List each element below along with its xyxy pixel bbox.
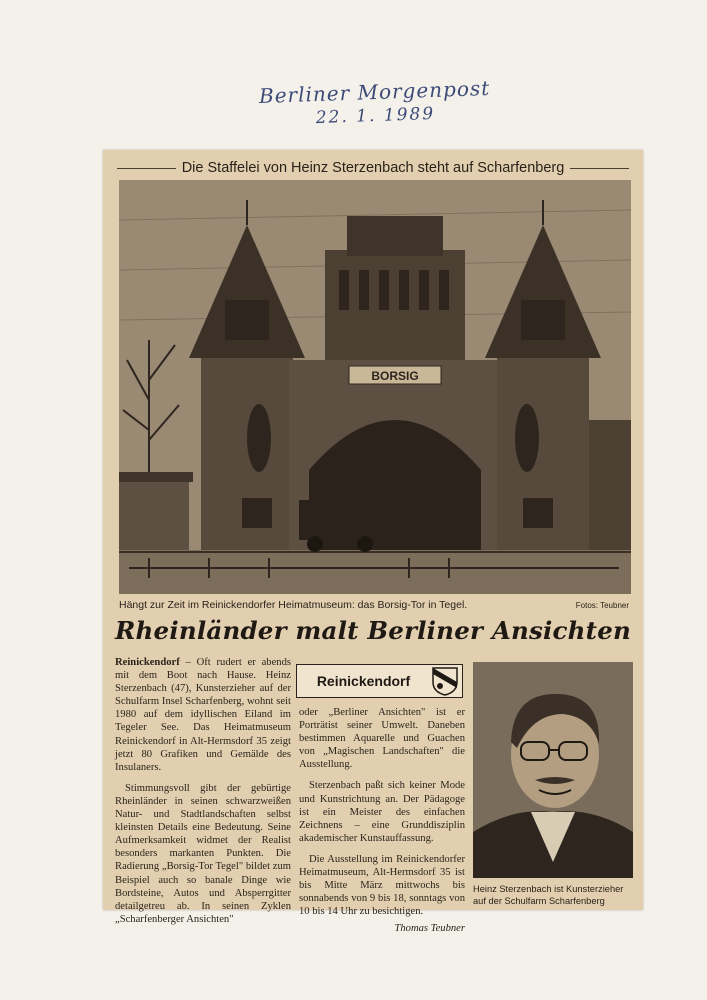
borsig-gate-illustration xyxy=(119,180,631,594)
byline: Thomas Teubner xyxy=(394,923,465,935)
paragraph: Sterzenbach paßt sich keiner Mode und Kunstrichtung an. Der Pädagoge ist ein Meister des einfachen Zeichnens – eine Grunddisziplin akademischer Kunstauffassung. xyxy=(299,780,465,844)
article-column-2 xyxy=(299,706,465,936)
handwritten-source: Berliner Morgenpost xyxy=(258,75,491,109)
top-headline-text: Die Staffelei von Heinz Sterzenbach steht auf Scharfenberg xyxy=(181,160,565,176)
paragraph: Stimmungsvoll gibt der gebürtige Rheinländer in seinen schwarzweißen Natur- und Stadtlandschaften selbst kleinsten Details eine Bedeutung. Seine Aufmerksamkeit widmet der Realist besonders markanten Punkten. Die Radierung „Borsig-Tor Tegel" bildet zum Beispiel auch so banale Dinge wie Bordsteine, Autos und Absperrgitter detailgetreu ab. In seinen Zyklen „Scharfenberger Ansichten" xyxy=(115,782,291,925)
rubric-label: Reinickendorf xyxy=(316,673,411,689)
dateline: Reinickendorf xyxy=(115,657,180,668)
photo-caption: Hängt zur Zeit im Reinickendorfer Heimatmuseum: das Borsig-Tor in Tegel. xyxy=(119,599,468,611)
handwritten-note xyxy=(239,75,510,130)
photo-credit: Fotos: Teubner xyxy=(575,601,629,610)
article-title: Rheinländer malt Berliner Ansichten xyxy=(114,616,631,645)
top-headline xyxy=(111,156,635,180)
borsig-sign: BORSIG xyxy=(371,369,419,383)
portrait-photo xyxy=(473,662,633,878)
paragraph: oder „Berliner Ansichten" ist er Porträtist seiner Umwelt. Daneben bestimmen Aquarelle und Guachen von „Magischen Landschaften" die Ausstellung. xyxy=(299,707,465,771)
portrait-caption: Heinz Sterzenbach ist Kunsterzieher auf der Schulfarm Scharfenberg xyxy=(473,884,624,906)
portrait-image xyxy=(473,662,633,878)
paragraph: Die Ausstellung im Reinickendorfer Heimatmuseum, Alt-Hermsdorf 35 ist bis Mitte März mittwochs bis sonnabends von 9 bis 18, sonntags von 10 bis 14 Uhr zu besichtigen. xyxy=(299,853,465,918)
paragraph-text: – Oft rudert er abends mit dem Boot nach Hause. Heinz Sterzenbach (47), Kunsterzieher auf der Schulfarm Insel Scharfenberg, wohnt seit 1980 auf dem idyllischen Eiland im Tegeler See. Das Heimatmuseum Reinickendorf in Alt-Hermsdorf 35 zeigt jetzt 80 Grafiken und Gemälde des Insulaners. xyxy=(115,657,291,773)
paragraph xyxy=(115,656,291,774)
coat-of-arms-icon xyxy=(430,666,460,696)
borsig-gate-drawing xyxy=(119,180,631,594)
district-rubric xyxy=(296,664,463,698)
article-column-1 xyxy=(115,656,291,934)
newspaper-clipping xyxy=(103,150,643,935)
handwritten-date: 22. 1. 1989 xyxy=(315,103,436,129)
